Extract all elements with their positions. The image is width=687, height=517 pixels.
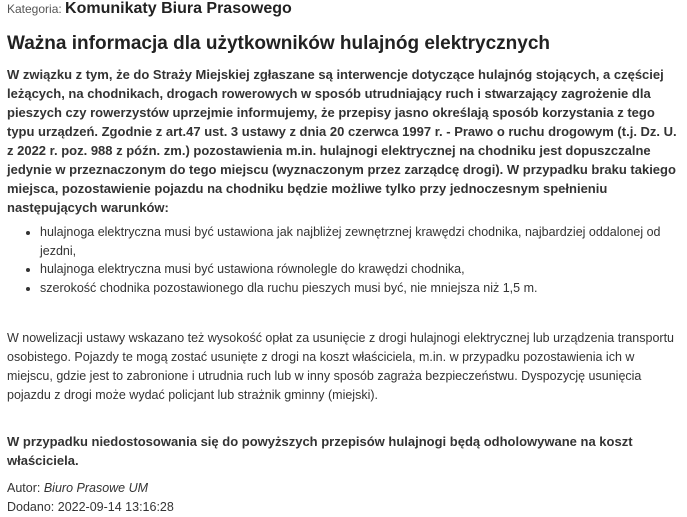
list-item: • hulajnoga elektryczna musi być ustawiona równolegle do krawędzi chodnika, bbox=[40, 260, 679, 279]
list-item: • hulajnoga elektryczna musi być ustawiona jak najbliżej zewnętrznej krawędzi chodnika, najbardziej oddalonej od jezdni, bbox=[40, 223, 679, 260]
article-title: Ważna informacja dla użytkowników hulajnóg elektrycznych bbox=[7, 33, 551, 54]
article-body: W nowelizacji ustawy wskazano też wysokość opłat za usunięcie z drogi hulajnogi elektrycznej lub urządzenia transportu osobistego. Pojazdy te mogą zostać usunięte z drogi na koszt właściciela, m.in. w przypadku pozostawienia ich w miejscu, gdzie jest to zabronione i utrudnia ruch lub w inny sposób zagraża bezpieczeństwu. Dyspozycję usunięcia pojazdu z drogi może wydać policjant lub strażnik gminny (miejski). bbox=[7, 331, 674, 402]
list-item: • szerokość chodnika pozostawionego dla ruchu pieszych musi być, nie mniejsza niż 1,5 m. bbox=[40, 279, 679, 298]
conditions-list bbox=[7, 223, 679, 297]
article-closing: W przypadku niedostosowania się do powyższych przepisów hulajnogi będą odholowywane na koszt właściciela. bbox=[7, 434, 633, 468]
category-line bbox=[7, 0, 679, 18]
author-line bbox=[7, 479, 679, 498]
author-name: Biuro Prasowe UM bbox=[43, 481, 149, 495]
article-meta bbox=[7, 479, 679, 517]
category-name: Komunikaty Biura Prasowego bbox=[65, 0, 292, 17]
date-value: 2022-09-14 13:16:28 bbox=[57, 500, 174, 514]
article-lead: W związku z tym, że do Straży Miejskiej zgłaszane są interwencje dotyczące hulajnóg stojących, a częściej leżących, na chodnikach, drogach rowerowych w sposób utrudniający ruch i stwarzający zagrożenie dla pieszych czy rowerzystów uprzejmie informujemy, że przepisy jasno określają sposób korzystania z tego typu urządzeń. Zgodnie z art.47 ust. 3 ustawy z dnia 20 czerwca 1997 r. - Prawo o ruchu drogowym (t.j. Dz. U. z 2022 r. poz. 988 z późn. zm.) pozostawienia m.in. hulajnogi elektrycznej na chodniku jest dopuszczalne jedynie w przeznaczonym do tego miejscu (wyznaczonym przez zarządcę drogi). W przypadku braku takiego miejsca, pozostawienie pojazdu na chodniku będzie możliwe tylko przy jednoczesnym spełnieniu następujących warunków: bbox=[7, 67, 677, 215]
author-label: Autor: bbox=[7, 481, 41, 495]
category-label: Kategoria: bbox=[7, 2, 62, 16]
date-label: Dodano: bbox=[7, 500, 55, 514]
